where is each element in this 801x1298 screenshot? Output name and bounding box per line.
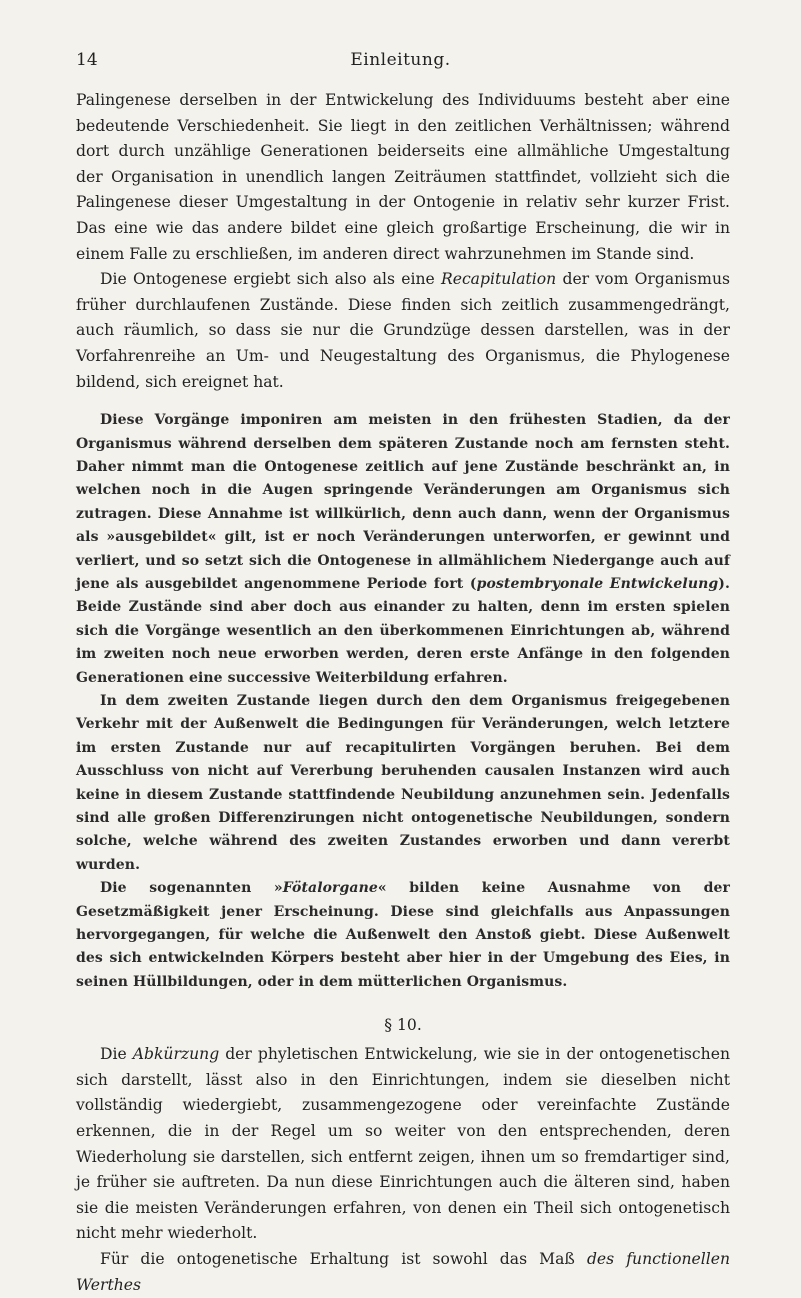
page-body — [76, 88, 730, 1298]
small-paragraph: In dem zweiten Zustande liegen durch den dem Organismus freigegebenen Verkehr mit der Außenwelt die Bedingungen für Veränderungen, welch letztere im ersten Zustande nur auf recapitulirten Vorgängen beruhen. Bei dem Ausschluss von nicht auf Vererbung beruhenden causalen Instanzen wird auch keine in diesem Zustande stattfindende Neubildung anzunehmen sein. Jedenfalls sind alle großen Differenzirungen nicht ontogenetische Neubildungen, sondern solche, welche während des zweiten Zustandes erworben und dann vererbt wurden. — [76, 693, 730, 873]
running-title: Einleitung. — [350, 50, 451, 70]
emphasis: Abkürzung — [132, 1045, 220, 1064]
small-paragraph: Diese Vorgänge imponiren am meisten in den frühesten Stadien, da der Organismus während derselben dem späteren Zustande noch am fernsten steht. Daher nimmt man die Ontogenese zeitlich auf jene Zustände beschränkt an, in welchen noch in die Augen springende Veränderungen am Organismus sich zutragen. Diese Annahme ist willkürlich, denn auch dann, wenn der Organismus als »ausgebildet« gilt, ist er noch Veränderungen unterworfen, er gewinnt und verliert, und so setzt sich die Ontogenese in allmählichem Niedergange auch auf jene als ausgebildet angenommene Periode fort (postembryonale Entwickelung). Beide Zustände sind aber doch aus einander zu halten, denn im ersten spielen sich die Vorgänge wesentlich an den überkommenen Einrichtungen ab, während im zweiten noch neue erworben werden, deren erste Anfänge in den folgenden Generationen eine successive Weiterbildung erfahren. — [76, 412, 730, 686]
emphasis: des functionellen Werthes — [76, 1250, 731, 1294]
paragraph: Die Ontogenese ergiebt sich also als eine Recapitulation der vom Organismus früher durchlaufenen Zustände. Diese finden sich zeitlich zusammengedrängt, auch räumlich, so dass sie nur die Grundzüge dessen darstellen, was in der Vorfahrenreihe an Um- und Neugestaltung des Organismus, die Phylogenese bildend, sich ereignet hat. — [76, 270, 730, 391]
page-number: 14 — [76, 50, 98, 70]
emphasis: Fötalorgane — [282, 880, 378, 897]
running-header — [76, 50, 725, 80]
emphasis: Recapitulation — [440, 270, 557, 289]
small-paragraph: Die sogenannten »Fötalorgane« bilden keine Ausnahme von der Gesetzmäßigkeit jener Erscheinung. Diese sind gleichfalls aus Anpassungen hervorgegangen, für welche die Außenwelt den Anstoß giebt. Diese Außenwelt des sich entwickelnden Körpers besteht aber hier in der Umgebung des Eies, in seinen Hüllbildungen, oder in dem mütterlichen Organismus. — [76, 880, 730, 990]
emphasis: postembryonale Entwickelung — [476, 575, 719, 592]
paragraph: Die Abkürzung der phyletischen Entwickelung, wie sie in der ontogenetischen sich darstellt, lässt also in den Einrichtungen, indem sie dieselben nicht vollständig wiedergiebt, zusammengezogene oder vereinfachte Zustände erkennen, die in der Regel um so weiter von den entsprechenden, deren Wiederholung sie darstellen, sich entfernt zeigen, ihnen um so fremdartiger sind, je früher sie auftreten. Da nun diese Einrichtungen auch die älteren sind, haben sie die meisten Veränderungen erfahren, von denen ein Theil sich ontogenetisch nicht mehr wiederholt. — [76, 1045, 730, 1243]
paragraph: Palingenese derselben in der Entwickelung des Individuums besteht aber eine bedeutende Verschiedenheit. Sie liegt in den zeitlichen Verhältnissen; während dort durch unzählige Generationen beiderseits eine allmähliche Umgestaltung der Organisation in unendlich langen Zeiträumen stattfindet, vollzieht sich die Palingenese dieser Umgestaltung in der Ontogenie in relativ sehr kurzer Frist. Das eine wie das andere bildet eine gleich großartige Erscheinung, die wir in einem Falle zu erschließen, im anderen direct wahrzunehmen im Stande sind. — [76, 91, 730, 263]
paragraph: Für die ontogenetische Erhaltung ist sowohl das Maß des functionellen Werthes — [76, 1250, 731, 1294]
section-heading: § 10. — [384, 1016, 422, 1035]
